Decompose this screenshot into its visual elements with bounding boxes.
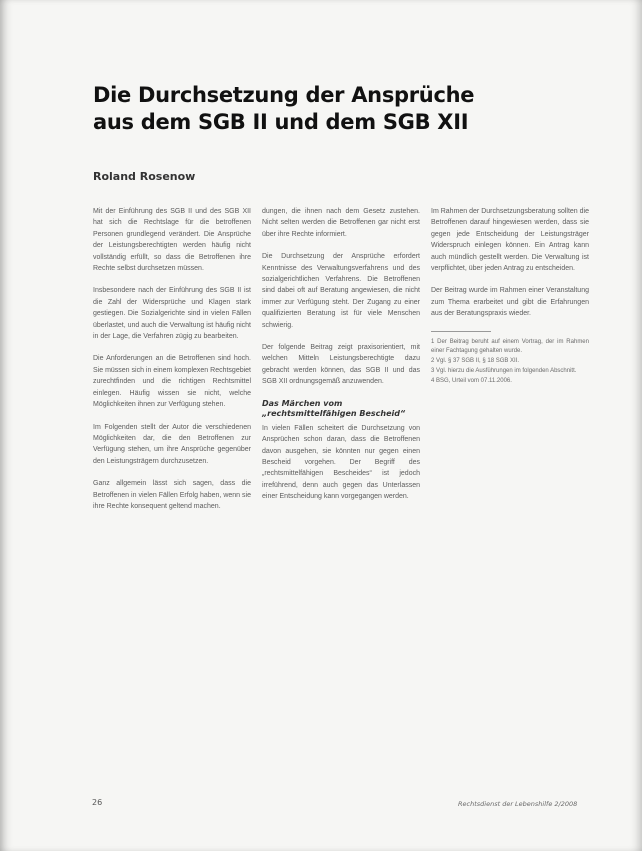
page-number: 26 <box>92 798 103 807</box>
section-heading <box>262 399 420 420</box>
text-column-2 <box>262 206 420 514</box>
paragraph: Insbesondere nach der Einführung des SGB II ist die Zahl der Widersprüche und Klagen stark gestiegen. Die Sozialgerichte sind in vielen Fällen überlastet, und auch die Verwaltung ist häufig nicht in der Lage, die Verfahren zügig zu bearbeiten. <box>93 287 251 341</box>
paragraph: Der folgende Beitrag zeigt praxisorientiert, mit welchen Mitteln Leistungsberechtigte dazu gebracht werden können, das SGB II und das SGB XII ordnungsgemäß anzuwenden. <box>262 344 420 386</box>
footnote: 1 Der Beitrag beruht auf einem Vortrag, der im Rahmen einer Fachtagung gehalten wurde. <box>431 338 589 354</box>
paragraph: In vielen Fällen scheitert die Durchsetzung von Ansprüchen schon daran, dass die Betroffenen davon ausgehen, sie könnten nur gegen einen Bescheid vorgehen. Der Begriff des „rechtsmittelfähigen Bescheides“ ist jedoch irreführend, denn auch gegen das Unterlassen einer Entscheidung kann vorgegangen werden. <box>262 424 420 501</box>
footnotes <box>431 338 589 386</box>
title-line-2: aus dem SGB II und dem SGB XII <box>93 110 469 134</box>
paragraph: Ganz allgemein lässt sich sagen, dass die Betroffenen in vielen Fällen Erfolg haben, wenn sie ihre Rechte konsequent geltend machen. <box>93 480 251 510</box>
text-column-1 <box>93 206 251 523</box>
footnote-divider <box>431 331 491 332</box>
section-heading-line-2: „rechtsmittelfähigen Bescheid“ <box>262 409 406 419</box>
footnote: 2 Vgl. § 37 SGB II, § 18 SGB XII. <box>431 357 520 364</box>
author-name: Roland Rosenow <box>93 170 196 183</box>
paragraph: Im Folgenden stellt der Autor die verschiedenen Möglichkeiten dar, die den Betroffenen zur Verfügung stehen, um ihre Ansprüche gegenüber den Leistungsträgern durchzusetzen. <box>93 423 251 465</box>
paragraph: dungen, die ihnen nach dem Gesetz zustehen. Nicht selten werden die Betroffenen gar nicht erst über ihre Rechte informiert. <box>262 208 420 238</box>
paragraph: Die Anforderungen an die Betroffenen sind hoch. Sie müssen sich in einem komplexen Rechtsgebiet zurechtfinden und die richtigen Rechtsmittel einlegen. Häufig wissen sie nicht, welche Möglichkeiten ihnen zur Verfügung stehen. <box>93 355 251 409</box>
section-heading-line-1: Das Märchen vom <box>262 398 343 408</box>
journal-footer: Rechtsdienst der Lebenshilfe 2/2008 <box>458 800 578 808</box>
paragraph: Mit der Einführung des SGB II und des SGB XII hat sich die Rechtslage für die betroffenen Personen grundlegend verändert. Die Ansprüche der Leistungsberechtigten werden häufig nicht vollständig erfüllt, so dass die Betroffenen ihre Rechte selbst durchsetzen müssen. <box>93 208 251 273</box>
paragraph: Im Rahmen der Durchsetzungsberatung sollten die Betroffenen darauf hingewiesen werden, dass sie gegen jede Entscheidung der Leistungsträger Widerspruch einlegen können. Ein Antrag kann auch mündlich gestellt werden. Die Verwaltung ist verpflichtet, über jeden Antrag zu entscheiden. <box>431 208 589 273</box>
footnote: 3 Vgl. hierzu die Ausführungen im folgenden Abschnitt. <box>431 367 577 374</box>
article-title <box>93 82 513 136</box>
footnote: 4 BSG, Urteil vom 07.11.2006. <box>431 377 512 384</box>
paragraph: Der Beitrag wurde im Rahmen einer Veranstaltung zum Thema erarbeitet und gibt die Erfahrungen aus der Beratungspraxis wieder. <box>431 287 589 318</box>
paragraph: Die Durchsetzung der Ansprüche erfordert Kenntnisse des Verwaltungsverfahrens und des sozialgerichtlichen Verfahrens. Die Betroffenen sind dabei oft auf Beratung angewiesen, die nicht immer zur Verfügung steht. Der Zugang zu einer qualifizierten Beratung ist für viele Menschen schwierig. <box>262 253 420 329</box>
text-column-3 <box>431 206 589 387</box>
title-line-1: Die Durchsetzung der Ansprüche <box>93 83 475 107</box>
